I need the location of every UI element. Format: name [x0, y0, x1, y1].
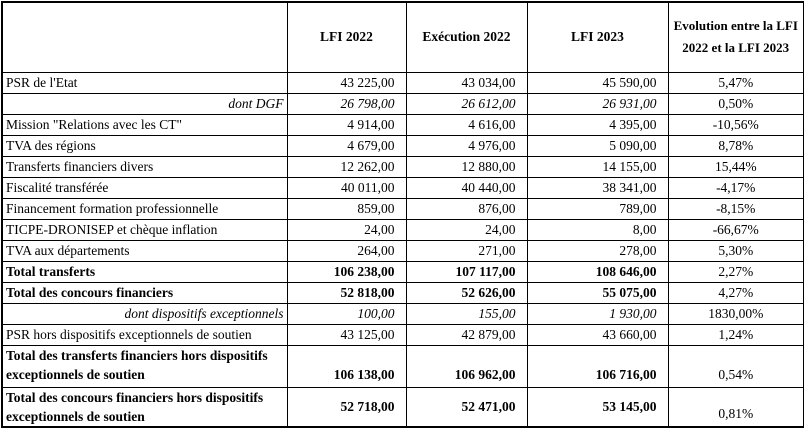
row-label: Transferts financiers divers — [2, 156, 287, 177]
cell-evolution: 8,78% — [668, 135, 804, 156]
table-row — [2, 324, 804, 345]
table-row — [2, 198, 804, 219]
cell-execution-2022: 107 117,00 — [406, 261, 527, 282]
cell-lfi-2023: 53 145,00 — [527, 387, 668, 427]
table-row — [2, 303, 804, 324]
cell-lfi-2023: 278,00 — [527, 240, 668, 261]
cell-execution-2022: 43 034,00 — [406, 72, 527, 93]
cell-evolution: 0,50% — [668, 93, 804, 114]
col-header-lfi-2022: LFI 2022 — [287, 2, 406, 72]
table-row — [2, 156, 804, 177]
cell-execution-2022: 12 880,00 — [406, 156, 527, 177]
row-label: Total des concours financiers — [2, 282, 287, 303]
cell-lfi-2023: 1 930,00 — [527, 303, 668, 324]
header-row — [2, 2, 804, 72]
table-row — [2, 177, 804, 198]
cell-execution-2022: 52 471,00 — [406, 387, 527, 427]
row-label: TVA des régions — [2, 135, 287, 156]
row-label: PSR hors dispositifs exceptionnels de soutien — [2, 324, 287, 345]
cell-lfi-2023: 45 590,00 — [527, 72, 668, 93]
table-row — [2, 387, 804, 427]
table-row — [2, 240, 804, 261]
cell-lfi-2022: 100,00 — [287, 303, 406, 324]
cell-execution-2022: 40 440,00 — [406, 177, 527, 198]
cell-lfi-2022: 43 125,00 — [287, 324, 406, 345]
cell-lfi-2022: 264,00 — [287, 240, 406, 261]
cell-lfi-2022: 43 225,00 — [287, 72, 406, 93]
cell-lfi-2023: 38 341,00 — [527, 177, 668, 198]
col-header-execution-2022: Exécution 2022 — [406, 2, 527, 72]
cell-evolution: 0,81% — [668, 387, 804, 427]
table-row — [2, 219, 804, 240]
table-row — [2, 93, 804, 114]
row-label: TVA aux départements — [2, 240, 287, 261]
row-label: Total transferts — [2, 261, 287, 282]
cell-lfi-2022: 26 798,00 — [287, 93, 406, 114]
cell-lfi-2023: 26 931,00 — [527, 93, 668, 114]
cell-execution-2022: 155,00 — [406, 303, 527, 324]
cell-lfi-2022: 52 818,00 — [287, 282, 406, 303]
cell-lfi-2022: 40 011,00 — [287, 177, 406, 198]
cell-lfi-2022: 859,00 — [287, 198, 406, 219]
cell-lfi-2023: 14 155,00 — [527, 156, 668, 177]
row-label: Fiscalité transférée — [2, 177, 287, 198]
cell-lfi-2023: 55 075,00 — [527, 282, 668, 303]
cell-evolution: -66,67% — [668, 219, 804, 240]
row-label: dont dispositifs exceptionnels — [2, 303, 287, 324]
row-label: PSR de l'Etat — [2, 72, 287, 93]
cell-lfi-2023: 789,00 — [527, 198, 668, 219]
cell-lfi-2023: 108 646,00 — [527, 261, 668, 282]
row-label: Total des transferts financiers hors dispositifs exceptionnels de soutien — [2, 345, 287, 387]
cell-lfi-2023: 5 090,00 — [527, 135, 668, 156]
cell-evolution: -4,17% — [668, 177, 804, 198]
cell-lfi-2022: 106 238,00 — [287, 261, 406, 282]
cell-lfi-2023: 4 395,00 — [527, 114, 668, 135]
table-row — [2, 261, 804, 282]
cell-execution-2022: 876,00 — [406, 198, 527, 219]
row-label: Total des concours financiers hors dispositifs exceptionnels de soutien — [2, 387, 287, 427]
cell-execution-2022: 24,00 — [406, 219, 527, 240]
cell-evolution: 1830,00% — [668, 303, 804, 324]
cell-evolution: 1,24% — [668, 324, 804, 345]
col-header-lfi-2023: LFI 2023 — [527, 2, 668, 72]
cell-evolution: -10,56% — [668, 114, 804, 135]
table-row — [2, 282, 804, 303]
corner-cell — [2, 2, 287, 72]
cell-lfi-2022: 106 138,00 — [287, 345, 406, 387]
table-body — [2, 72, 804, 427]
table-row — [2, 345, 804, 387]
row-label: Mission "Relations avec les CT" — [2, 114, 287, 135]
cell-execution-2022: 52 626,00 — [406, 282, 527, 303]
cell-lfi-2022: 52 718,00 — [287, 387, 406, 427]
cell-execution-2022: 26 612,00 — [406, 93, 527, 114]
cell-evolution: 0,54% — [668, 345, 804, 387]
cell-lfi-2022: 4 914,00 — [287, 114, 406, 135]
table-row — [2, 72, 804, 93]
cell-lfi-2023: 43 660,00 — [527, 324, 668, 345]
cell-execution-2022: 271,00 — [406, 240, 527, 261]
col-header-evolution: Evolution entre la LFI 2022 et la LFI 2023 — [668, 2, 804, 72]
cell-evolution: 15,44% — [668, 156, 804, 177]
cell-lfi-2023: 8,00 — [527, 219, 668, 240]
row-label: dont DGF — [2, 93, 287, 114]
cell-evolution: 4,27% — [668, 282, 804, 303]
cell-execution-2022: 4 616,00 — [406, 114, 527, 135]
table-row — [2, 135, 804, 156]
cell-lfi-2022: 12 262,00 — [287, 156, 406, 177]
cell-execution-2022: 106 962,00 — [406, 345, 527, 387]
document-page — [0, 1, 804, 428]
cell-evolution: 5,47% — [668, 72, 804, 93]
cell-lfi-2022: 4 679,00 — [287, 135, 406, 156]
cell-evolution: -8,15% — [668, 198, 804, 219]
row-label: Financement formation professionnelle — [2, 198, 287, 219]
cell-evolution: 5,30% — [668, 240, 804, 261]
financial-transfers-table — [1, 1, 804, 428]
table-row — [2, 114, 804, 135]
cell-execution-2022: 4 976,00 — [406, 135, 527, 156]
cell-evolution: 2,27% — [668, 261, 804, 282]
cell-lfi-2023: 106 716,00 — [527, 345, 668, 387]
row-label: TICPE-DRONISEP et chèque inflation — [2, 219, 287, 240]
cell-execution-2022: 42 879,00 — [406, 324, 527, 345]
cell-lfi-2022: 24,00 — [287, 219, 406, 240]
